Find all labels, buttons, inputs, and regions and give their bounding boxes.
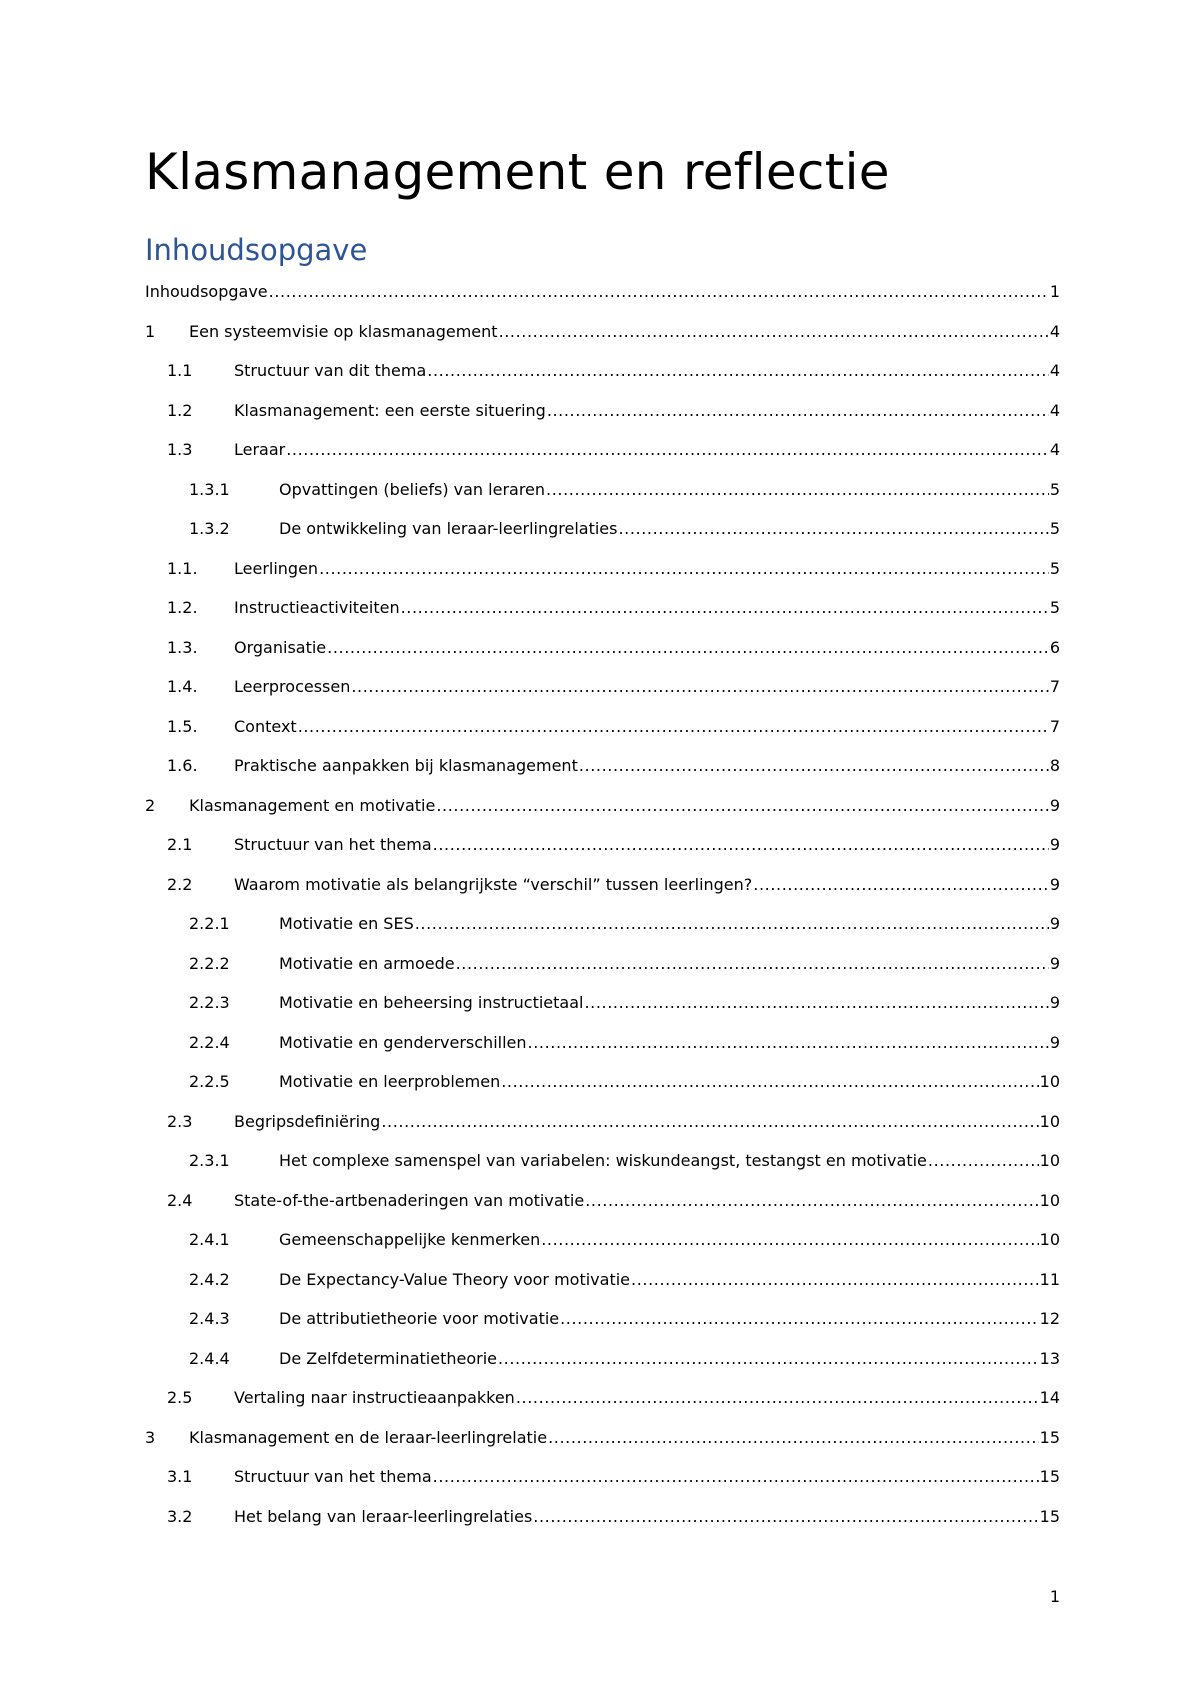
toc-entry-number: 1 (145, 321, 156, 341)
toc-entry-number: 1.3. (167, 637, 198, 657)
toc-entry-page: 6 (1049, 637, 1060, 657)
toc-entry-title: De Expectancy-Value Theory voor motivatie (279, 1269, 631, 1289)
toc-dot-leader (381, 1112, 1038, 1132)
toc-heading: Inhoudsopgave (145, 233, 368, 267)
toc-entry-page: 15 (1039, 1427, 1060, 1447)
toc-entry-page: 15 (1039, 1506, 1060, 1526)
toc-entry[interactable] (145, 792, 1060, 816)
toc-entry-page: 9 (1049, 835, 1060, 854)
toc-entry[interactable] (167, 752, 1060, 776)
toc-entry[interactable] (189, 950, 1060, 974)
toc-entry-number: 2.4 (167, 1190, 193, 1210)
toc-entry-title: Waarom motivatie als belangrijkste “verschil” tussen leerlingen? (234, 874, 753, 894)
toc-entry-page: 4 (1049, 361, 1060, 380)
toc-entry[interactable] (167, 634, 1060, 658)
toc-entry-page: 10 (1039, 1151, 1060, 1170)
toc-entry-title: Begripsdefiniëring (234, 1111, 381, 1131)
toc-entry-number: 2.2.4 (189, 1032, 230, 1052)
toc-entry[interactable] (167, 871, 1060, 895)
toc-entry-page: 4 (1049, 321, 1060, 341)
toc-entry-page: 4 (1049, 440, 1060, 459)
toc-entry[interactable] (189, 989, 1060, 1013)
toc-entry[interactable] (189, 1266, 1060, 1290)
toc-dot-leader (533, 1507, 1038, 1527)
toc-entry-title: State-of-the-artbenaderingen van motivatie (234, 1190, 585, 1210)
toc-entry-page: 15 (1039, 1467, 1060, 1486)
toc-entry-title: Leraar (234, 440, 286, 459)
toc-dot-leader (584, 993, 1048, 1013)
toc-entry[interactable] (167, 357, 1060, 381)
toc-entry[interactable] (167, 436, 1060, 460)
toc-entry-number: 2 (145, 795, 156, 815)
toc-entry-number: 1.2 (167, 400, 193, 420)
toc-entry[interactable] (167, 831, 1060, 855)
toc-entry-title: Organisatie (234, 637, 327, 657)
toc-entry-page: 7 (1049, 677, 1060, 696)
toc-entry-number: 2.2.5 (189, 1072, 230, 1091)
toc-entry-number: 1.3.1 (189, 479, 230, 499)
toc-entry-title: Gemeenschappelijke kenmerken (279, 1230, 541, 1249)
toc-entry[interactable] (189, 1226, 1060, 1250)
toc-dot-leader (516, 1388, 1039, 1408)
toc-entry[interactable] (167, 1503, 1060, 1527)
toc-entry-title: Structuur van het thema (234, 1467, 432, 1486)
toc-entry[interactable] (145, 1424, 1060, 1448)
toc-entry-title: Opvattingen (beliefs) van leraren (279, 479, 546, 499)
toc-dot-leader (548, 1428, 1039, 1448)
toc-entry[interactable] (189, 910, 1060, 934)
toc-entry-title: Het belang van leraar-leerlingrelaties (234, 1506, 533, 1526)
toc-dot-leader (298, 717, 1049, 737)
toc-entry-number: 2.2.3 (189, 993, 230, 1012)
toc-entry-page: 5 (1049, 479, 1060, 499)
toc-entry-title: Leerprocessen (234, 677, 351, 696)
toc-entry-page: 10 (1039, 1072, 1060, 1091)
toc-entry-page: 14 (1039, 1388, 1060, 1407)
toc-entry-page: 11 (1039, 1269, 1060, 1289)
toc-dot-leader (427, 361, 1049, 381)
toc-entry[interactable] (189, 1029, 1060, 1053)
toc-entry-number: 2.5 (167, 1388, 193, 1407)
toc-entry-title: Motivatie en genderverschillen (279, 1032, 527, 1052)
toc-dot-leader (579, 756, 1049, 776)
toc-entry-title: Klasmanagement en de leraar-leerlingrelatie (189, 1427, 548, 1447)
toc-entry-title: Leerlingen (234, 558, 319, 578)
toc-entry-title: Klasmanagement: een eerste situering (234, 400, 546, 420)
toc-dot-leader (415, 914, 1049, 934)
toc-entry-page: 7 (1049, 716, 1060, 736)
toc-entry-number: 1.2. (167, 598, 198, 617)
toc-entry-page: 1 (1049, 282, 1060, 301)
toc-entry-title: Structuur van dit thema (234, 361, 427, 380)
toc-entry-page: 5 (1049, 558, 1060, 578)
toc-entry-number: 2.3 (167, 1111, 193, 1131)
toc-entry-page: 10 (1039, 1230, 1060, 1249)
toc-entry[interactable] (167, 397, 1060, 421)
toc-entry-title: Vertaling naar instructieaanpakken (234, 1388, 515, 1407)
toc-entry-page: 9 (1049, 914, 1060, 933)
toc-entry[interactable] (167, 713, 1060, 737)
toc-entry-number: 1.3.2 (189, 519, 230, 538)
toc-entry-page: 8 (1049, 756, 1060, 775)
toc-dot-leader (351, 677, 1048, 697)
toc-dot-leader (528, 1033, 1049, 1053)
toc-entry-page: 5 (1049, 598, 1060, 617)
toc-entry-number: 2.2.2 (189, 953, 230, 973)
toc-dot-leader (269, 282, 1049, 302)
toc-dot-leader (618, 519, 1048, 539)
toc-entry-title: De ontwikkeling van leraar-leerlingrelaties (279, 519, 618, 538)
toc-entry-number: 3.1 (167, 1467, 193, 1486)
toc-entry-number: 1.4. (167, 677, 198, 696)
toc-entry-title: Instructieactiviteiten (234, 598, 400, 617)
toc-entry[interactable] (189, 515, 1060, 539)
toc-entry[interactable] (189, 1305, 1060, 1329)
toc-entry-number: 1.6. (167, 756, 198, 775)
toc-entry[interactable] (167, 1108, 1060, 1132)
toc-dot-leader (498, 1349, 1039, 1369)
toc-entry-page: 12 (1039, 1309, 1060, 1328)
toc-entry-number: 2.2 (167, 874, 193, 894)
toc-dot-leader (456, 954, 1049, 974)
toc-entry-number: 2.4.1 (189, 1230, 230, 1249)
toc-entry-title: Het complexe samenspel van variabelen: wiskundeangst, testangst en motivatie (279, 1151, 927, 1170)
toc-entry[interactable] (167, 1384, 1060, 1408)
toc-entry[interactable] (189, 1068, 1060, 1092)
toc-entry-title: Context (234, 716, 297, 736)
toc-entry-number: 1.1 (167, 361, 193, 380)
toc-dot-leader (436, 796, 1048, 816)
toc-dot-leader (541, 1230, 1038, 1250)
toc-entry-number: 2.1 (167, 835, 193, 854)
toc-entry-title: Motivatie en SES (279, 914, 414, 933)
toc-entry-number: 2.2.1 (189, 914, 230, 933)
toc-entry-title: De Zelfdeterminatietheorie (279, 1348, 497, 1368)
toc-entry[interactable] (167, 555, 1060, 579)
toc-entry-number: 3 (145, 1427, 156, 1447)
toc-entry-page: 13 (1039, 1348, 1060, 1368)
toc-dot-leader (547, 401, 1049, 421)
toc-dot-leader (319, 559, 1049, 579)
toc-entry-title: Inhoudsopgave (145, 282, 268, 301)
toc-entry[interactable] (167, 1463, 1060, 1487)
toc-entry-number: 1.3 (167, 440, 193, 459)
toc-entry[interactable] (167, 1187, 1060, 1211)
toc-entry-number: 2.4.4 (189, 1348, 230, 1368)
toc-entry[interactable] (167, 594, 1060, 618)
document-title: Klasmanagement en reflectie (145, 143, 890, 201)
toc-entry-title: Praktische aanpakken bij klasmanagement (234, 756, 578, 775)
toc-entry-page: 9 (1049, 993, 1060, 1012)
toc-dot-leader (433, 1467, 1039, 1487)
toc-entry-page: 4 (1049, 400, 1060, 420)
toc-entry[interactable] (189, 1147, 1060, 1171)
toc-entry-page: 9 (1049, 874, 1060, 894)
page-number: 1 (1049, 1587, 1060, 1606)
toc-dot-leader (327, 638, 1049, 658)
toc-entry[interactable] (189, 1345, 1060, 1369)
toc-entry-page: 9 (1049, 953, 1060, 973)
toc-dot-leader (753, 875, 1049, 895)
toc-entry-number: 2.4.3 (189, 1309, 230, 1328)
toc-entry-number: 1.1. (167, 558, 198, 578)
toc-entry[interactable] (145, 318, 1060, 342)
toc-dot-leader (401, 598, 1049, 618)
toc-entry[interactable] (189, 476, 1060, 500)
toc-entry[interactable] (145, 278, 1060, 302)
toc-entry-page: 10 (1039, 1190, 1060, 1210)
toc-entry[interactable] (167, 673, 1060, 697)
toc-entry-number: 3.2 (167, 1506, 193, 1526)
toc-entry-title: De attributietheorie voor motivatie (279, 1309, 560, 1328)
toc-entry-page: 9 (1049, 1032, 1060, 1052)
toc-entry-number: 2.3.1 (189, 1151, 230, 1170)
toc-entry-title: Motivatie en leerproblemen (279, 1072, 501, 1091)
toc-dot-leader (501, 1072, 1038, 1092)
toc-dot-leader (286, 440, 1049, 460)
toc-dot-leader (560, 1309, 1039, 1329)
toc-entry-title: Motivatie en armoede (279, 953, 455, 973)
toc-dot-leader (585, 1191, 1038, 1211)
toc-entry-title: Structuur van het thema (234, 835, 432, 854)
toc-entry-page: 9 (1049, 795, 1060, 815)
toc-dot-leader (433, 835, 1049, 855)
toc-entry-page: 10 (1039, 1111, 1060, 1131)
toc-dot-leader (546, 480, 1049, 500)
toc-dot-leader (631, 1270, 1039, 1290)
toc-entry-number: 2.4.2 (189, 1269, 230, 1289)
toc-entry-number: 1.5. (167, 716, 198, 736)
toc-entry-title: Een systeemvisie op klasmanagement (189, 321, 498, 341)
toc-entry-title: Motivatie en beheersing instructietaal (279, 993, 584, 1012)
toc-entry-title: Klasmanagement en motivatie (189, 795, 436, 815)
toc-dot-leader (499, 322, 1049, 342)
toc-dot-leader (928, 1151, 1039, 1171)
toc-entry-page: 5 (1049, 519, 1060, 538)
